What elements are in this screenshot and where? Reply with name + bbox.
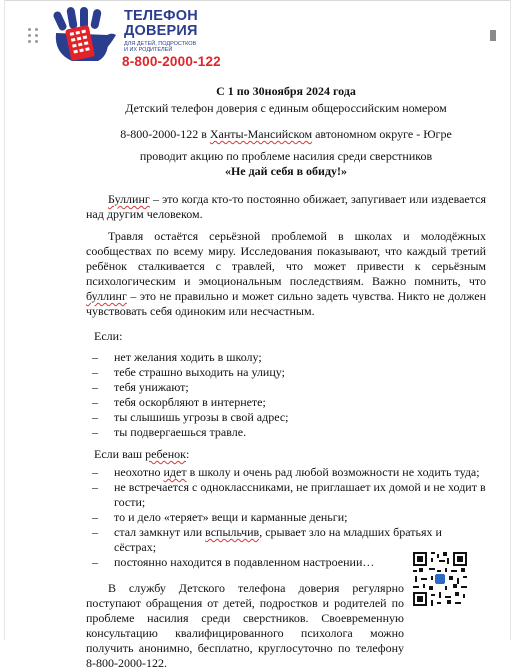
list-item: – не встречается с одноклассниками, не приглашает их домой и не ходит в гости;: [86, 480, 486, 510]
logo-subtitle-line2: И ИХ РОДИТЕЛЕЙ: [124, 47, 173, 53]
child-heading-text: Если ваш: [94, 447, 146, 461]
paragraph-text-1: Травля остаётся серьёзной проблемой в школах и молодёжных сообществах по всему миру. Исследования показывают, что каждый третий ребёнок сталкивается с травлей, что может привести к серьёзным психологическим и эмоциональным последствиям. Важно помнить, что: [86, 229, 486, 288]
campaign-dates: С 1 по 30ноября 2024 года: [216, 84, 356, 98]
list-item: – ты слышишь угрозы в свой адрес;: [86, 410, 486, 425]
list-item: – тебя оскорбляют в интернете;: [86, 395, 486, 410]
paragraph-text-2: – это не правильно и может сильно задеть чувства. Никто не должен чувствовать себя одиноким или несчастным.: [86, 289, 486, 318]
qr-code-icon: [413, 552, 467, 606]
bullying-term-inline: буллинг: [86, 289, 127, 303]
flagged-word: идет: [163, 465, 187, 479]
list-item: – тебя унижают;: [86, 380, 486, 395]
list-item: – нет желания ходить в школу;: [86, 350, 486, 365]
page-right-border: [510, 0, 511, 640]
region-name: Ханты-Мансийском: [209, 127, 313, 141]
logo-phone-number: 8-800-2000-122: [122, 54, 221, 69]
header-phone-text: 8-800-2000-122 в: [120, 127, 210, 141]
closing-paragraph: В службу Детского телефона доверия регулярно поступают обращения от детей, подростков и родителей по проблеме насилия среди сверстников. Своевременную консультацию квалифицированного психолога можно получить анонимно, бесплатно, круглосуточно по телефону 8-800-2000-122.: [86, 581, 404, 670]
logo-title: [124, 9, 244, 39]
header-region-suffix: автономном округе - Югре: [312, 127, 452, 141]
campaign-title: «Не дай себя в обиду!»: [224, 164, 348, 178]
list-item: [86, 525, 486, 555]
hand-phone-icon: [50, 5, 122, 65]
list-item: – то и дело «теряет» вещи и карманные деньги;: [86, 510, 486, 525]
helpline-logo: [50, 5, 221, 69]
item-text: в школу и очень рад любой возможности не ходить туда;: [186, 465, 480, 479]
flagged-word: вспыльчив: [205, 525, 260, 539]
scroll-marker-icon: [490, 30, 496, 41]
list-item: [86, 465, 486, 480]
item-text: , срывает зло на младших братьях и сёстрах;: [114, 525, 442, 554]
child-heading-colon: :: [186, 447, 190, 461]
bullying-paragraph: [86, 229, 486, 319]
definition-text: – это когда кто-то постоянно обижает, запугивает или издевается над другим человеком.: [86, 192, 486, 221]
drag-handle-icon[interactable]: [28, 28, 38, 42]
logo-subtitle: [124, 41, 224, 53]
header-line-1: Детский телефон доверия с единым общероссийским номером: [125, 101, 447, 115]
list-item: – тебе страшно выходить на улицу;: [86, 365, 486, 380]
list-item: – постоянно находится в подавленном настроении…: [86, 555, 486, 570]
bullying-term: Буллинг: [108, 192, 150, 206]
logo-title-line2: ДОВЕРИЯ: [124, 23, 198, 39]
child-heading: [86, 447, 486, 462]
logo-subtitle-line1: ДЛЯ ДЕТЕЙ, ПОДРОСТКОВ: [124, 41, 197, 47]
logo-title-line1: ТЕЛЕФОН: [124, 8, 198, 24]
page-left-border: [4, 0, 5, 640]
item-text: неохотно: [114, 465, 164, 479]
bullying-definition: [86, 192, 486, 222]
list-item: – ты подвергаешься травле.: [86, 425, 486, 440]
page-top-border: [4, 0, 511, 1]
if-heading: Если:: [94, 329, 123, 343]
item-text: стал замкнут или: [114, 525, 206, 539]
if-list: [86, 350, 486, 440]
child-word: ребенок: [145, 447, 186, 461]
header-line-3: проводит акцию по проблеме насилия среди сверстников: [139, 149, 433, 163]
header-line-2: [86, 127, 486, 142]
